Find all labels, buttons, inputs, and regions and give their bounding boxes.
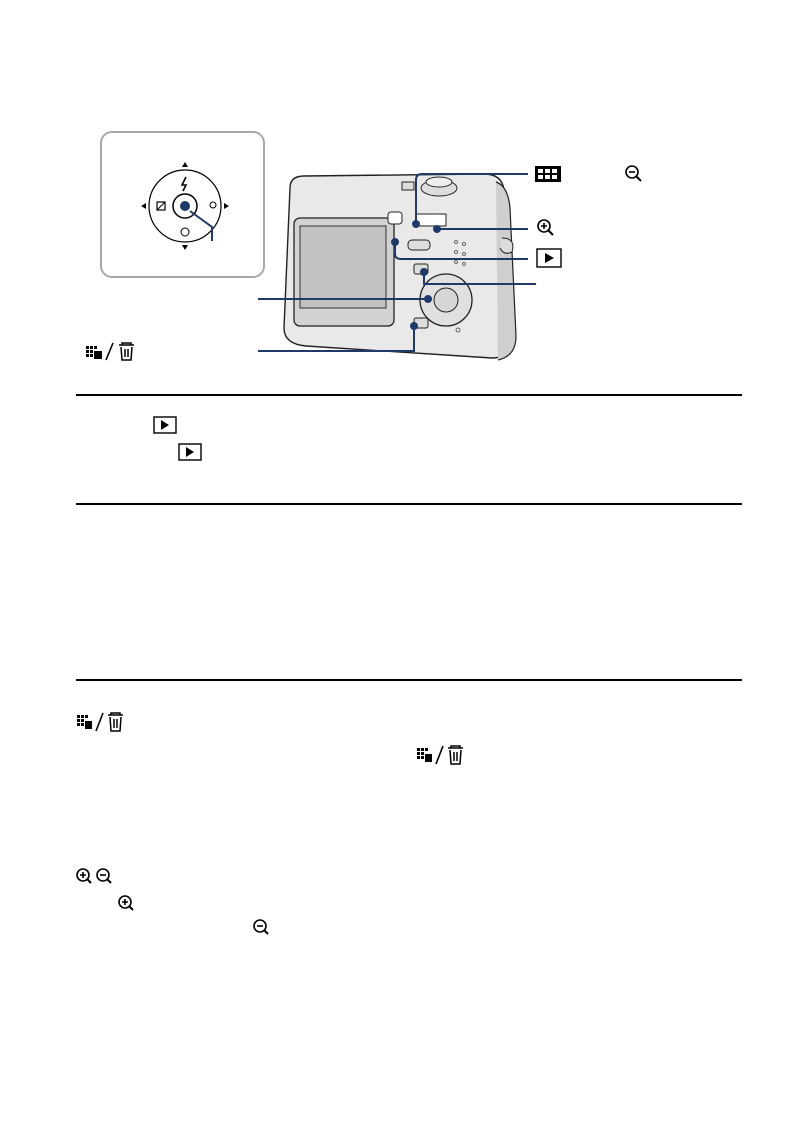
zoom-in-magnifier-icon xyxy=(117,894,137,914)
index-trash-icon xyxy=(86,340,142,362)
zoom-out-magnifier-icon xyxy=(624,164,644,184)
index-grid-icon xyxy=(535,166,561,182)
playback-icon xyxy=(178,443,202,461)
index-trash-icon xyxy=(417,744,469,766)
zoom-out-magnifier-icon xyxy=(252,918,272,938)
index-trash-icon xyxy=(77,711,129,733)
section-divider xyxy=(76,679,742,681)
playback-triangle-icon xyxy=(536,248,562,268)
zoom-in-out-icons xyxy=(75,867,115,887)
playback-icon xyxy=(153,416,177,434)
zoom-in-magnifier-icon xyxy=(536,218,556,238)
section-divider xyxy=(76,503,742,505)
section-divider xyxy=(76,394,742,396)
